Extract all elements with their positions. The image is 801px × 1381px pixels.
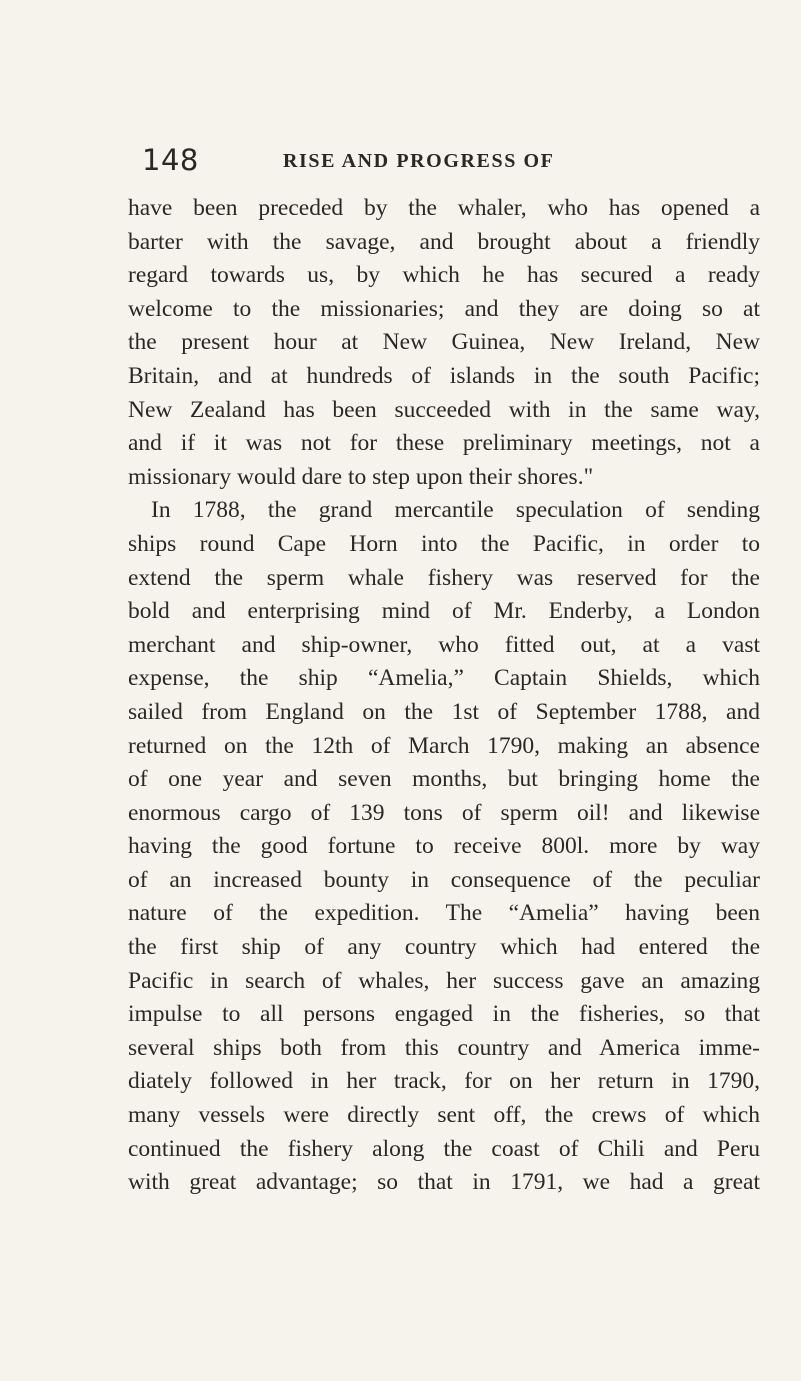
body-text [128,192,760,1200]
text-line: the first ship of any country which had entered the [128,934,760,961]
text-line: extend the sperm whale fishery was reserved for the [128,564,760,591]
page-number: 148 [142,143,199,177]
text-line: many vessels were directly sent off, the crews of which [128,1102,760,1129]
text-line: expense, the ship “Amelia,” Captain Shields, which [128,665,760,692]
text-line: enormous cargo of 139 tons of sperm oil! and likewise [128,799,760,826]
text-line: welcome to the missionaries; and they are doing so at [128,295,760,322]
text-line: sailed from England on the 1st of September 1788, and [128,698,760,725]
text-line: with great advantage; so that in 1791, we had a great [128,1169,760,1196]
text-line: Britain, and at hundreds of islands in the south Pacific; [128,362,760,389]
text-line: impulse to all persons engaged in the fisheries, so that [128,1001,760,1028]
text-line: of an increased bounty in consequence of the peculiar [128,866,760,893]
text-line: missionary would dare to step upon their shores." [128,463,594,490]
running-title: RISE AND PROGRESS OF [283,150,555,172]
text-line: nature of the expedition. The “Amelia” having been [128,900,760,927]
text-line: several ships both from this country and America imme- [128,1034,760,1061]
text-line: continued the fishery along the coast of Chili and Peru [128,1135,760,1162]
text-line: and if it was not for these preliminary meetings, not a [128,430,760,457]
text-line: returned on the 12th of March 1790, making an absence [128,732,760,759]
text-line: ships round Cape Horn into the Pacific, in order to [128,530,760,557]
running-head [128,140,760,180]
text-line: diately followed in her track, for on her return in 1790, [128,1068,760,1095]
text-line: having the good fortune to receive 800l. more by way [128,833,760,860]
text-line: In 1788, the grand mercantile speculation of sending [151,497,760,524]
text-line: New Zealand has been succeeded with in the same way, [128,396,760,423]
text-line: merchant and ship-owner, who fitted out, at a vast [128,631,760,658]
text-line: the present hour at New Guinea, New Ireland, New [128,329,760,356]
text-line: bold and enterprising mind of Mr. Enderby, a London [128,598,760,625]
text-line: barter with the savage, and brought about a friendly [128,228,760,255]
text-line: regard towards us, by which he has secured a ready [128,262,760,289]
text-line: of one year and seven months, but bringing home the [128,766,760,793]
text-line: Pacific in search of whales, her success gave an amazing [128,967,760,994]
text-line: have been preceded by the whaler, who has opened a [128,195,760,221]
